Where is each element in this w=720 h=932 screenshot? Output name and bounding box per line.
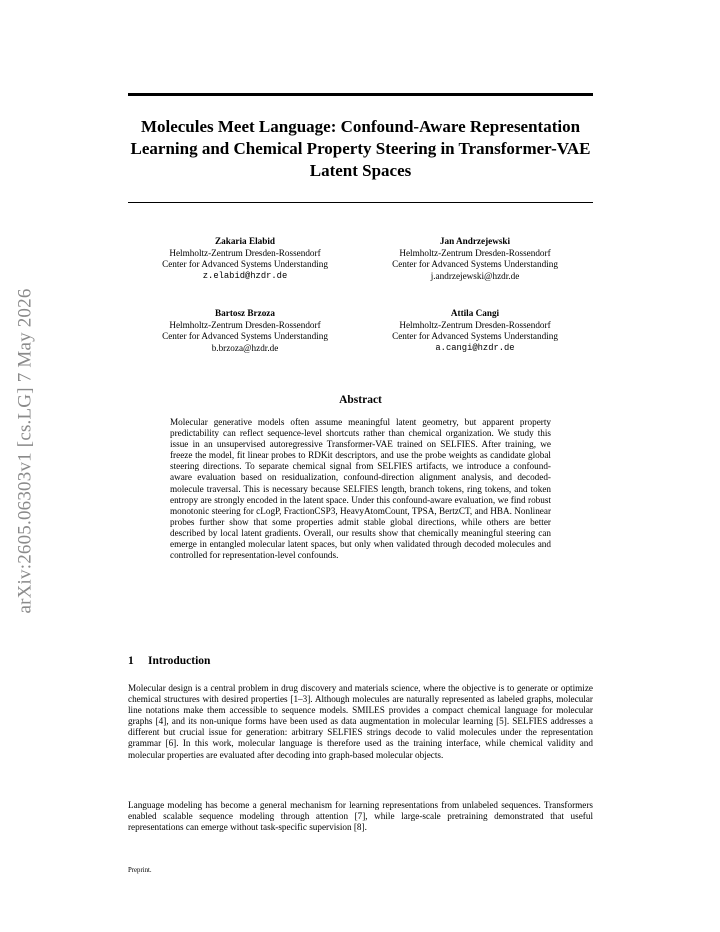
author-name: Zakaria Elabid xyxy=(215,236,275,246)
author-affiliation: Center for Advanced Systems Understanding xyxy=(162,331,328,341)
abstract-text: Molecular generative models often assume meaningful latent geometry, but apparent property predictability can reflect sequence-level shortcuts rather than chemical organization. We study this issue in an unsupervised autoregressive Transformer-VAE trained on SELFIES. After training, we freeze the model, fit linear probes to RDKit descriptors, and use the probe weights as candidate global steering directions. To separate chemical signal from SELFIES artifacts, we introduce a confound-aware evaluation based on residualization, confound-direction alignment analysis, and decoded-molecule traversal. This is necessary because SELFIES length, branch tokens, ring tokens, and token entropy are strongly encoded in the latent space. Under this confound-aware evaluation, we find robust monotonic steering for cLogP, FractionCSP3, HeavyAtomCount, TPSA, BertzCT, and HBA. Nonlinear probes further show that some properties admit stable global directions, while others are better described by local latent gradients. Overall, our results show that chemically meaningful steering can emerge in entangled molecular latent spaces, but only when validated through decoded molecules and controlled for representation-level confounds. xyxy=(170,417,551,561)
author-name: Attila Cangi xyxy=(450,308,500,318)
section-title: Introduction xyxy=(148,655,211,667)
author-affiliation: Helmholtz-Zentrum Dresden-Rossendorf xyxy=(169,319,321,330)
author-block xyxy=(125,236,365,282)
author-affiliation: Helmholtz-Zentrum Dresden-Rossendorf xyxy=(399,319,551,330)
author-email[interactable]: b.brzoza@hzdr.de xyxy=(211,342,279,353)
author-affiliation: Center for Advanced Systems Understanding xyxy=(162,259,328,269)
paper-title: Molecules Meet Language: Confound-Aware Representation Learning and Chemical Property Steering in Transformer-VAE Latent Spaces xyxy=(130,117,591,180)
author-block xyxy=(125,308,365,354)
author-affiliation: Center for Advanced Systems Understanding xyxy=(392,259,558,269)
preprint-footer: Preprint. xyxy=(128,867,152,874)
section-number: 1 xyxy=(128,655,134,667)
abstract-heading: Abstract xyxy=(339,394,382,406)
author-block xyxy=(355,308,595,354)
author-email[interactable]: z.elabid@hzdr.de xyxy=(202,270,288,281)
body-paragraph: Language modeling has become a general mechanism for learning representations from unlabeled sequences. Transformers enabled scalable sequence modeling through attention [7], while large-scale pretraining demonstrated that useful representations can emerge without task-specific supervision [8]. xyxy=(128,800,593,833)
author-email[interactable]: j.andrzejewski@hzdr.de xyxy=(430,270,520,281)
author-name: Jan Andrzejewski xyxy=(439,236,511,246)
author-email[interactable]: a.cangi@hzdr.de xyxy=(435,342,515,353)
title-bottom-rule xyxy=(128,202,593,203)
author-affiliation: Helmholtz-Zentrum Dresden-Rossendorf xyxy=(399,247,551,258)
author-name: Bartosz Brzoza xyxy=(215,308,275,318)
author-affiliation: Center for Advanced Systems Understanding xyxy=(392,331,558,341)
section-heading-introduction xyxy=(128,654,210,668)
arxiv-identifier-text: arXiv:2605.06303v1 [cs.LG] 7 May 2026 xyxy=(15,288,37,614)
body-paragraph: Molecular design is a central problem in drug discovery and materials science, where the objective is to generate or optimize chemical structures with desired properties [1–3]. Although molecules are naturally represented as labeled graphs, molecular line notations make them accessible to sequence models. SMILES provides a compact chemical language for molecular graphs [4], and its non-unique forms have been used as data augmentation in molecular learning [5]. SELFIES addresses a different but crucial issue for generation: arbitrary SELFIES strings decode to valid molecules under the representation grammar [6]. In this work, molecular language is therefore used as the training interface, while chemical validity and molecular properties are evaluated after decoding into graph-based molecular objects. xyxy=(128,683,593,760)
author-block xyxy=(355,236,595,282)
author-affiliation: Helmholtz-Zentrum Dresden-Rossendorf xyxy=(169,247,321,258)
title-top-rule xyxy=(128,93,593,96)
arxiv-identifier-stamp xyxy=(8,256,44,646)
